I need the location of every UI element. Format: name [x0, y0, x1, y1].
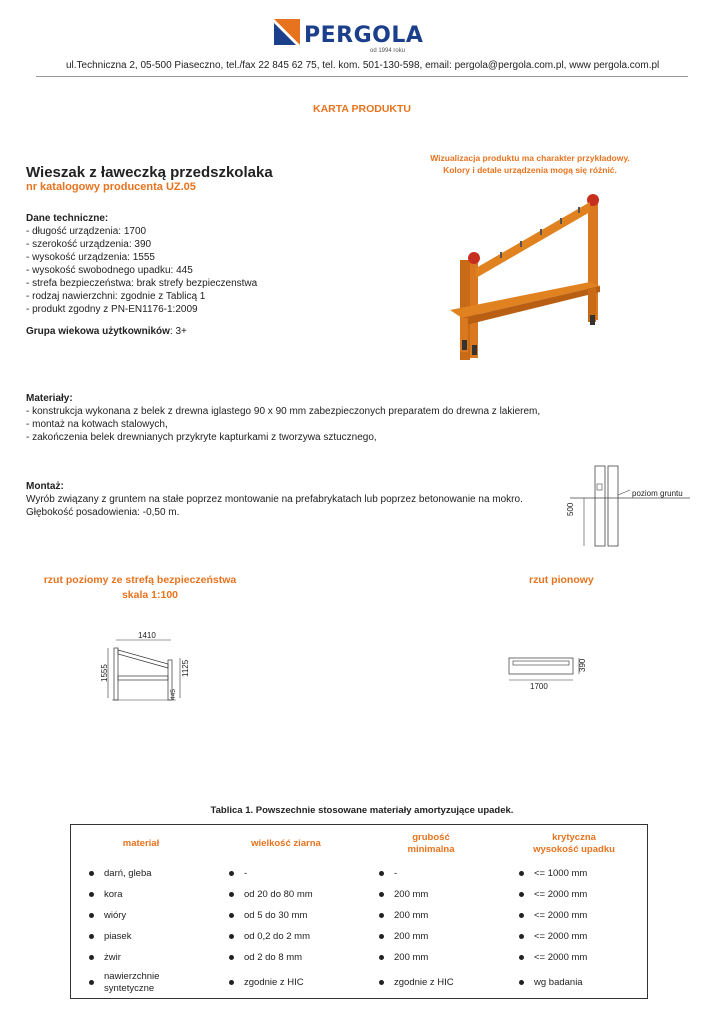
plan-dim-top: 1410 — [138, 631, 156, 640]
mount-line: Wyrób związany z gruntem na stałe poprzez montowanie na prefabrykatach lub poprzez betonowanie na mokro. — [26, 494, 523, 505]
catalog-number: nr katalogowy producenta UZ.05 — [26, 181, 196, 193]
company-address: ul.Techniczna 2, 05-500 Piaseczno, tel./fax 22 845 62 75, tel. kom. 501-130-598, email: pergola@pergola.com.pl, www pergola.com.pl — [66, 60, 660, 71]
logo — [274, 17, 424, 57]
materials-item: - montaż na kotwach stalowych, — [26, 419, 168, 430]
mount-section — [26, 480, 523, 519]
tech-heading: Dane techniczne: — [26, 213, 109, 224]
tech-data — [26, 212, 257, 338]
plan-dim-left: 1555 — [100, 664, 109, 682]
plan-dim-small: 445 — [170, 689, 177, 700]
tech-item: - wysokość urządzenia: 1555 — [26, 252, 155, 263]
mount-line: Głębokość posadowienia: -0,50 m. — [26, 507, 180, 518]
tech-item: - rodzaj nawierzchni: zgodnie z Tablicą 1 — [26, 291, 206, 302]
table-header: materiał — [122, 838, 160, 849]
pergola-logo-icon — [274, 19, 300, 49]
materials-section — [26, 392, 540, 444]
table-header: krytyczna wysokość upadku — [533, 832, 615, 855]
visualization-note: Wizualizacja produktu ma charakter przykładowy. Kolory i detale urządzenia mogą się różnić. — [430, 153, 630, 175]
product-illustration — [440, 190, 610, 370]
plan-dim-right: 1125 — [181, 659, 190, 677]
table-header: grubość minimalna — [407, 832, 455, 855]
tech-item: - długość urządzenia: 1700 — [26, 226, 147, 237]
header-divider — [36, 76, 688, 77]
age-group: Grupa wiekowa użytkowników: 3+ — [26, 326, 187, 337]
table-row: darń, gleba - - <= 1000 mm — [71, 863, 648, 884]
table-row: piasek od 0,2 do 2 mm 200 mm <= 2000 mm — [71, 926, 648, 947]
side-title: rzut pionowy — [529, 574, 594, 586]
table-caption: Tablica 1. Powszechnie stosowane materiały amortyzujące upadek. — [210, 805, 514, 816]
brand-name: PERGOLA — [304, 23, 424, 48]
materials-table — [70, 824, 648, 999]
table-row: wióry od 5 do 30 mm 200 mm <= 2000 mm — [71, 905, 648, 926]
tech-item: - produkt zgodny z PN-EN1176-1:2009 — [26, 304, 198, 315]
materials-item: - konstrukcja wykonana z belek z drewna iglastego 90 x 90 mm zabezpieczonych preparatem do drewna z lakierem, — [26, 406, 541, 417]
ground-diagram — [560, 462, 700, 552]
table-row: nawierzchnie syntetyczne zgodnie z HIC zgodnie z HIC wg badania — [71, 968, 648, 998]
side-dim-right: 390 — [578, 658, 587, 672]
tech-item: - szerokość urządzenia: 390 — [26, 239, 152, 250]
table-row: kora od 20 do 80 mm 200 mm <= 2000 mm — [71, 884, 648, 905]
brand-subtitle: od 1994 roku — [370, 48, 406, 54]
product-title: Wieszak z ławeczką przedszkolaka — [26, 164, 273, 181]
table-header: wielkość ziarna — [251, 838, 321, 849]
plan-title: rzut poziomy ze strefą bezpieczeństwa — [43, 574, 237, 586]
materials-item: - zakończenia belek drewnianych przykryte kapturkami z tworzywa sztucznego, — [26, 432, 377, 443]
tech-item: - wysokość swobodnego upadku: 445 — [26, 265, 193, 276]
ground-level-label: poziom gruntu — [632, 489, 683, 498]
side-dim-bottom: 1700 — [530, 682, 548, 691]
tech-item: - strefa bezpieczeństwa: brak strefy bezpieczenstwa — [26, 278, 258, 289]
materials-heading: Materiały: — [26, 393, 73, 404]
mount-heading: Montaż: — [26, 481, 64, 492]
table-header-row — [71, 825, 648, 864]
table-row: żwir od 2 do 8 mm 200 mm <= 2000 mm — [71, 947, 648, 968]
plan-scale: skala 1:100 — [121, 589, 179, 601]
depth-label: 500 — [566, 502, 575, 516]
page-label: KARTA PRODUKTU — [313, 103, 411, 115]
